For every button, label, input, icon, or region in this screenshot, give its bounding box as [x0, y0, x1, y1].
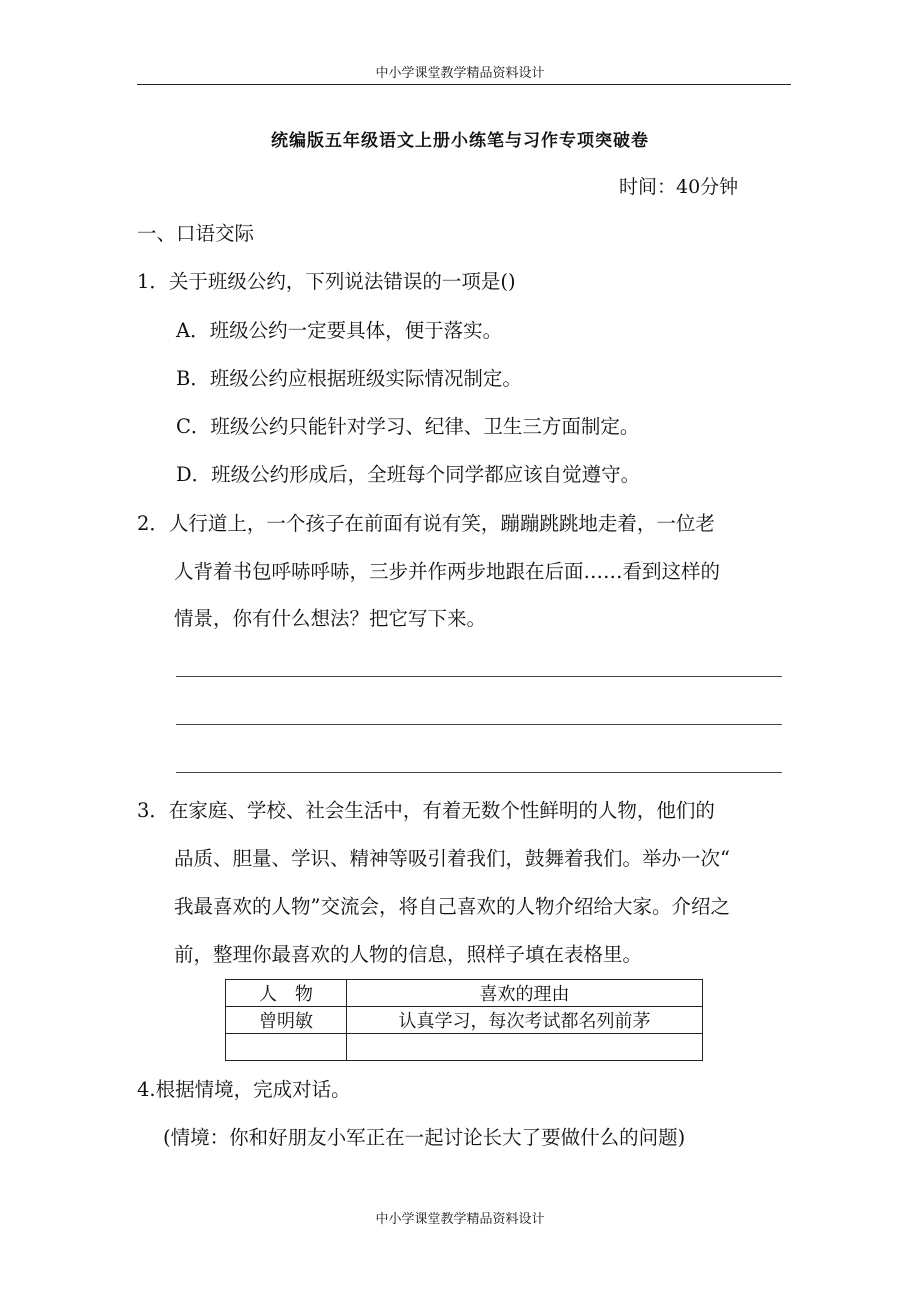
table-row — [226, 1007, 703, 1034]
question-4-stem: 4.根据情境，完成对话。 — [137, 1078, 351, 1101]
page-footer: 中小学课堂教学精品资料设计 — [375, 1212, 545, 1227]
header-divider — [137, 84, 791, 85]
answer-line[interactable] — [176, 676, 782, 677]
page-header: 中小学课堂教学精品资料设计 — [375, 66, 545, 81]
question-1-option-d: D．班级公约形成后，全班每个同学都应该自觉遵守。 — [176, 463, 641, 486]
table-cell-person-blank[interactable] — [226, 1034, 347, 1061]
question-1-stem: 1．关于班级公约，下列说法错误的一项是() — [137, 270, 516, 293]
table-row[interactable] — [226, 1034, 703, 1061]
time-limit: 时间：40分钟 — [619, 176, 739, 198]
column-header-person: 人 物 — [226, 980, 347, 1007]
question-3-line: 3．在家庭、学校、社会生活中，有着无数个性鲜明的人物，他们的 — [137, 799, 715, 822]
question-4-context: (情境：你和好朋友小军正在一起讨论长大了要做什么的问题) — [163, 1126, 686, 1149]
question-1-option-a: A．班级公约一定要具体，便于落实。 — [176, 319, 503, 342]
table-cell-reason: 认真学习，每次考试都名列前茅 — [347, 1007, 703, 1034]
answer-line[interactable] — [176, 724, 782, 725]
question-2-line: 情景，你有什么想法？把它写下来。 — [174, 607, 487, 630]
favorite-person-table — [225, 979, 703, 1061]
table-cell-reason-blank[interactable] — [347, 1034, 703, 1061]
question-2-line: 人背着书包呼哧呼哧，三步并作两步地跟在后面……看到这样的 — [174, 560, 721, 583]
table-header-row — [226, 980, 703, 1007]
question-1-option-c: C．班级公约只能针对学习、纪律、卫生三方面制定。 — [176, 415, 640, 438]
question-2-line: 2．人行道上，一个孩子在前面有说有笑，蹦蹦跳跳地走着，一位老 — [137, 512, 715, 535]
question-3-line: 品质、胆量、学识、精神等吸引着我们，鼓舞着我们。举办一次“ — [174, 847, 730, 870]
table-cell-person: 曾明敏 — [226, 1007, 347, 1034]
column-header-reason: 喜欢的理由 — [347, 980, 703, 1007]
answer-line[interactable] — [176, 772, 782, 773]
question-1-option-b: B．班级公约应根据班级实际情况制定。 — [176, 367, 522, 390]
section-heading: 一、口语交际 — [137, 222, 255, 245]
question-3-line: 前，整理你最喜欢的人物的信息，照样子填在表格里。 — [174, 943, 643, 966]
question-3-line: 我最喜欢的人物”交流会，将自己喜欢的人物介绍给大家。介绍之 — [174, 895, 730, 918]
document-title: 统编版五年级语文上册小练笔与习作专项突破卷 — [271, 131, 649, 151]
